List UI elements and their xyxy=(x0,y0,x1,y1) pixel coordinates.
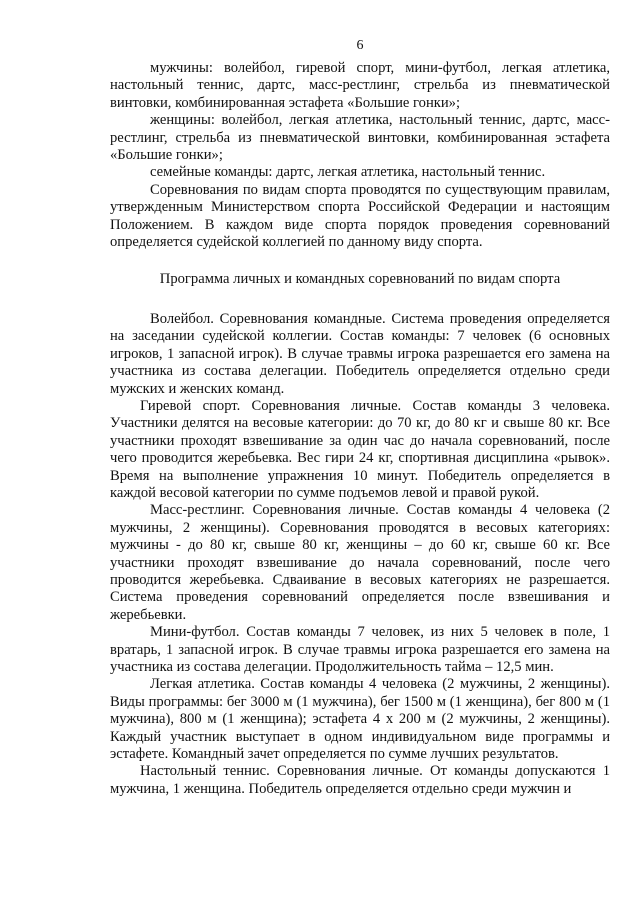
table-tennis-paragraph: Настольный теннис. Соревнования личные. От команды допускаются 1 мужчина, 1 женщина. Победитель определяется отдельно среди мужчин и xyxy=(110,763,610,797)
kettlebell-paragraph: Гиревой спорт. Соревнования личные. Состав команды 3 человека. Участники делятся на весовые категории: до 70 кг, до 80 кг и свыше 80 кг. Все участники проходят взвешивание за один час до начала соревнований, после чего проводится жеребьевка. Вес гири 24 кг, спортивная дисциплина «рывок». Время на выполнение упражнения 10 минут. Победитель определяется в каждой весовой категории по сумме подъемов левой и правой рукой. xyxy=(110,397,610,501)
mini-football-paragraph: Мини-футбол. Состав команды 7 человек, из них 5 человек в поле, 1 вратарь, 1 запасной игрок. В случае травмы игрока разрешается его замена на участника из состава делегации. Продолжительность тайма – 12,5 мин. xyxy=(110,624,610,675)
participants-men-paragraph: мужчины: волейбол, гиревой спорт, мини-футбол, легкая атлетика, настольный теннис, дартс, масс-рестлинг, стрельба из пневматической винтовки, комбинированная эстафета «Большие гонки»; xyxy=(110,60,610,111)
mas-wrestling-paragraph: Масс-рестлинг. Соревнования личные. Состав команды 4 человека (2 мужчины, 2 женщины). Соревнования проводятся в весовых категориях: мужчины - до 80 кг, свыше 80 кг, женщины – до 60 кг, свыше 60 кг. Все участники проходят взвешивание до начала соревнований, после чего проводится жеребьевка. Сдваивание в весовых категориях не разрешается. Система проведения соревнований определяется после взвешивания и жеребьевки. xyxy=(110,502,610,623)
document-page xyxy=(110,0,610,905)
participants-family-paragraph: семейные команды: дартс, легкая атлетика, настольный теннис. xyxy=(150,164,546,181)
volleyball-paragraph: Волейбол. Соревнования командные. Система проведения определяется на заседании судейской коллегии. Состав команды: 7 человек (6 основных игроков, 1 запасной игрок). В случае травмы игрока разрешается его замена на участника из состава делегации. Победитель определяется отдельно среди мужских и женских команд. xyxy=(110,310,610,397)
program-heading: Программа личных и командных соревнований по видам спорта xyxy=(159,271,561,288)
athletics-paragraph: Легкая атлетика. Состав команды 4 человека (2 мужчины, 2 женщины). Виды программы: бег 3000 м (1 мужчина), бег 1500 м (1 женщина), бег 800 м (1 мужчина), 800 м (1 женщина); эстафета 4 х 200 м (2 мужчины, 2 женщины). Каждый участник выступает в одном индивидуальном виде программы и эстафете. Командный зачет определяется по сумме лучших результатов. xyxy=(110,676,610,763)
rules-paragraph: Соревнования по видам спорта проводятся по существующим правилам, утвержденным Министерством спорта Российской Федерации и настоящим Положением. В каждом виде спорта порядок проведения соревнований определяется судейской коллегией по данному виду спорта. xyxy=(110,181,610,251)
participants-women-paragraph: женщины: волейбол, легкая атлетика, настольный теннис, дартс, масс-рестлинг, стрельба из пневматической винтовки, комбинированная эстафета «Большие гонки»; xyxy=(110,112,610,164)
page-number: 6 xyxy=(356,38,364,53)
document-body xyxy=(110,60,610,798)
